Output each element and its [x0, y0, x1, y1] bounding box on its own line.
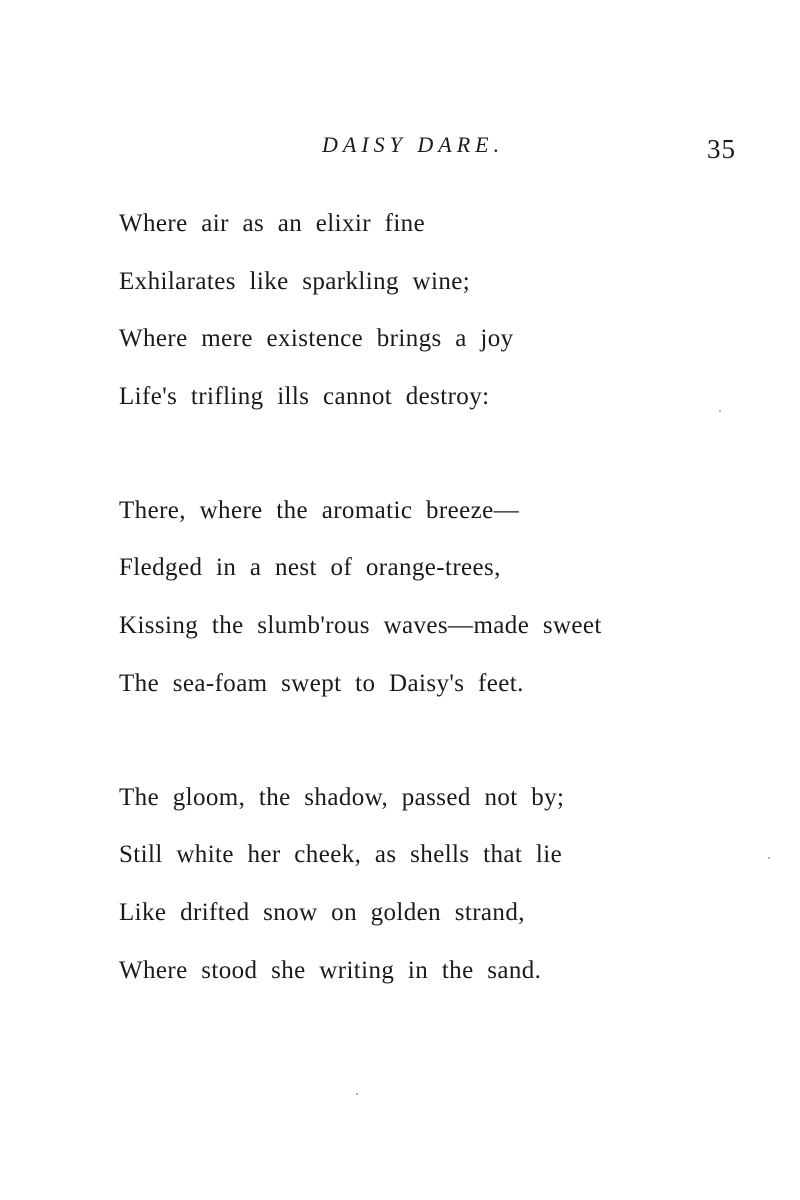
- stanza-1: [119, 195, 759, 426]
- poem-line: There, where the aromatic breeze—: [119, 496, 520, 524]
- paper-speck: [356, 1093, 358, 1095]
- paper-speck: [768, 857, 770, 859]
- page-number: 35: [707, 134, 736, 164]
- poem-line: The gloom, the shadow, passed not by;: [119, 783, 565, 811]
- poem-line: Fledged in a nest of orange-trees,: [119, 554, 501, 582]
- poem-line: Life's trifling ills cannot destroy:: [119, 383, 490, 411]
- running-head: [0, 130, 800, 166]
- poem-line: Where mere existence brings a joy: [119, 325, 514, 353]
- running-title: DAISY DARE.: [322, 132, 505, 157]
- poem-line: Still white her cheek, as shells that lie: [119, 841, 563, 869]
- poem-body: [119, 195, 759, 1055]
- poem-line: Where air as an elixir fine: [119, 210, 426, 237]
- poem-line: The sea-foam swept to Daisy's feet.: [119, 669, 524, 697]
- poem-line: Like drifted snow on golden strand,: [119, 898, 525, 926]
- paper-speck: [719, 410, 721, 412]
- poem-line: Kissing the slumb'rous waves—made sweet: [119, 612, 602, 640]
- stanza-2: [119, 482, 759, 713]
- stanza-3: [119, 769, 759, 1000]
- poem-line: Where stood she writing in the sand.: [119, 956, 542, 984]
- poem-line: Exhilarates like sparkling wine;: [119, 267, 471, 295]
